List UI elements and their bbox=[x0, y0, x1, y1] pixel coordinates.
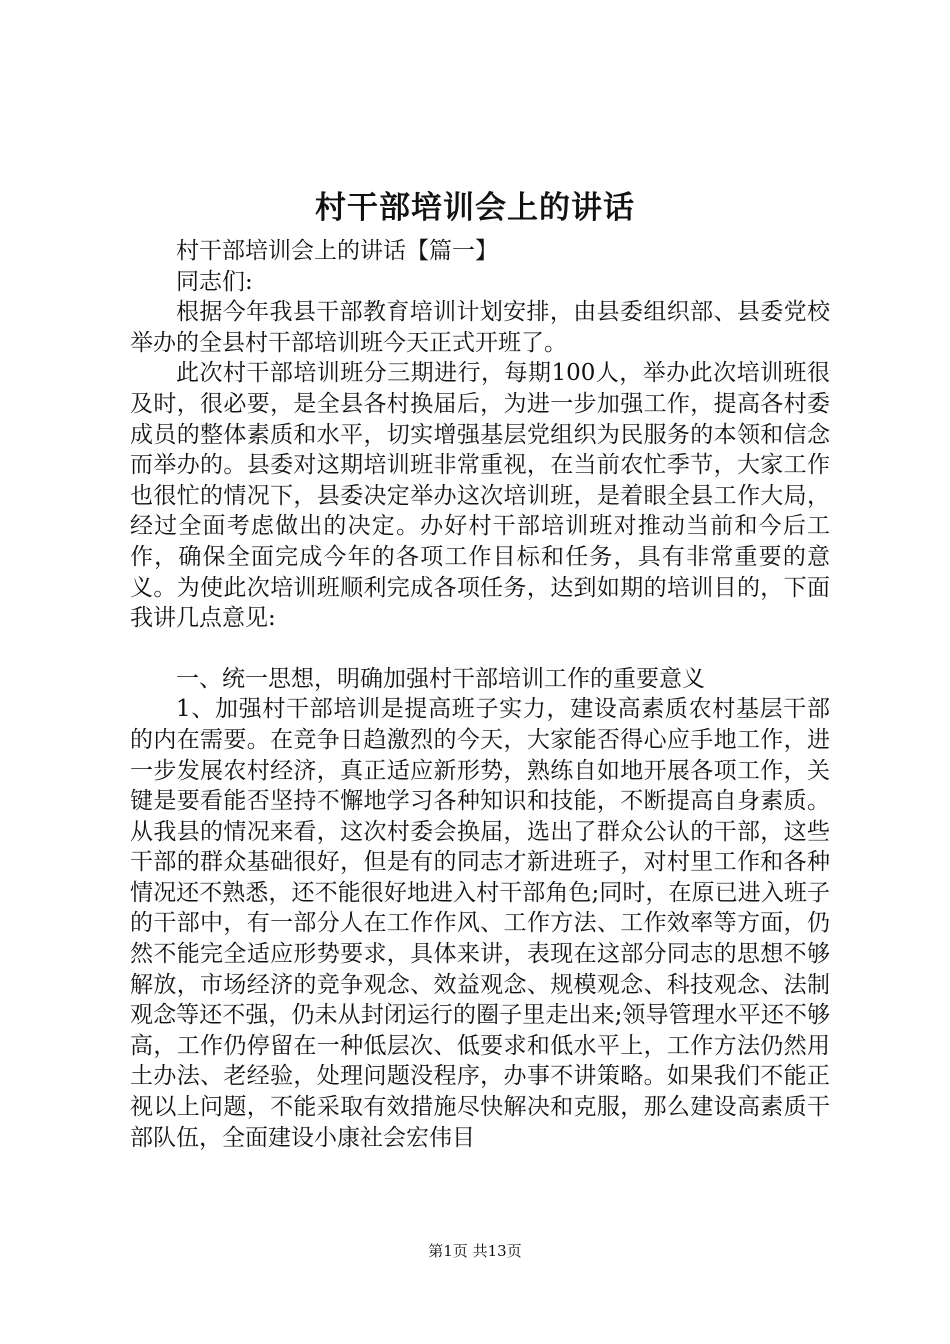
paragraph: 根据今年我县干部教育培训计划安排，由县委组织部、县委党校举办的全县村干部培训班今天正式开班了。 bbox=[130, 299, 830, 356]
paragraph: 1、加强村干部培训是提高班子实力，建设高素质农村基层干部的内在需要。在竞争日趋激烈的今天，大家能否得心应手地工作，进一步发展农村经济，真正适应新形势，熟练自如地开展各项工作，关键是要看能否坚持不懈地学习各种知识和技能，不断提高自身素质。从我县的情况来看，这次村委会换届，选出了群众公认的干部，这些干部的群众基础很好，但是有的同志才新进班子，对村里工作和各种情况还不熟悉，还不能很好地进入村干部角色;同时，在原已进入班子的干部中，有一部分人在工作作风、工作方法、工作效率等方面，仍然不能完全适应形势要求，具体来讲，表现在这部分同志的思想不够解放，市场经济的竞争观念、效益观念、规模观念、科技观念、法制观念等还不强，仍未从封闭运行的圈子里走出来;领导管理水平还不够高，工作仍停留在一种低层次、低要求和低水平上，工作方法仍然用土办法、老经验，处理问题没程序，办事不讲策略。如果我们不能正视以上问题，不能采取有效措施尽快解决和克服，那么建设高素质干部队伍，全面建设小康社会宏伟目 bbox=[130, 696, 830, 1151]
section-heading: 村干部培训会上的讲话【篇一】 bbox=[176, 238, 498, 264]
document-body bbox=[130, 236, 830, 1153]
section-subheading: 一、统一思想，明确加强村干部培训工作的重要意义 bbox=[176, 665, 705, 692]
document-title: 村干部培训会上的讲话 bbox=[315, 190, 635, 226]
paragraph: 此次村干部培训班分三期进行，每期100人，举办此次培训班很及时，很必要，是全县各村换届后，为进一步加强工作，提高各村委成员的整体素质和水平，切实增强基层党组织为民服务的本领和信念而举办的。县委对这期培训班非常重视，在当前农忙季节，大家工作也很忙的情况下，县委决定举办这次培训班，是着眼全县工作大局，经过全面考虑做出的决定。办好村干部培训班对推动当前和今后工作，确保全面完成今年的各项工作目标和任务，具有非常重要的意义。为使此次培训班顺利完成各项任务，达到如期的培训目的，下面我讲几点意见: bbox=[130, 360, 830, 632]
salutation: 同志们: bbox=[176, 268, 253, 295]
page-number: 第1页 共13页 bbox=[428, 1242, 522, 1260]
